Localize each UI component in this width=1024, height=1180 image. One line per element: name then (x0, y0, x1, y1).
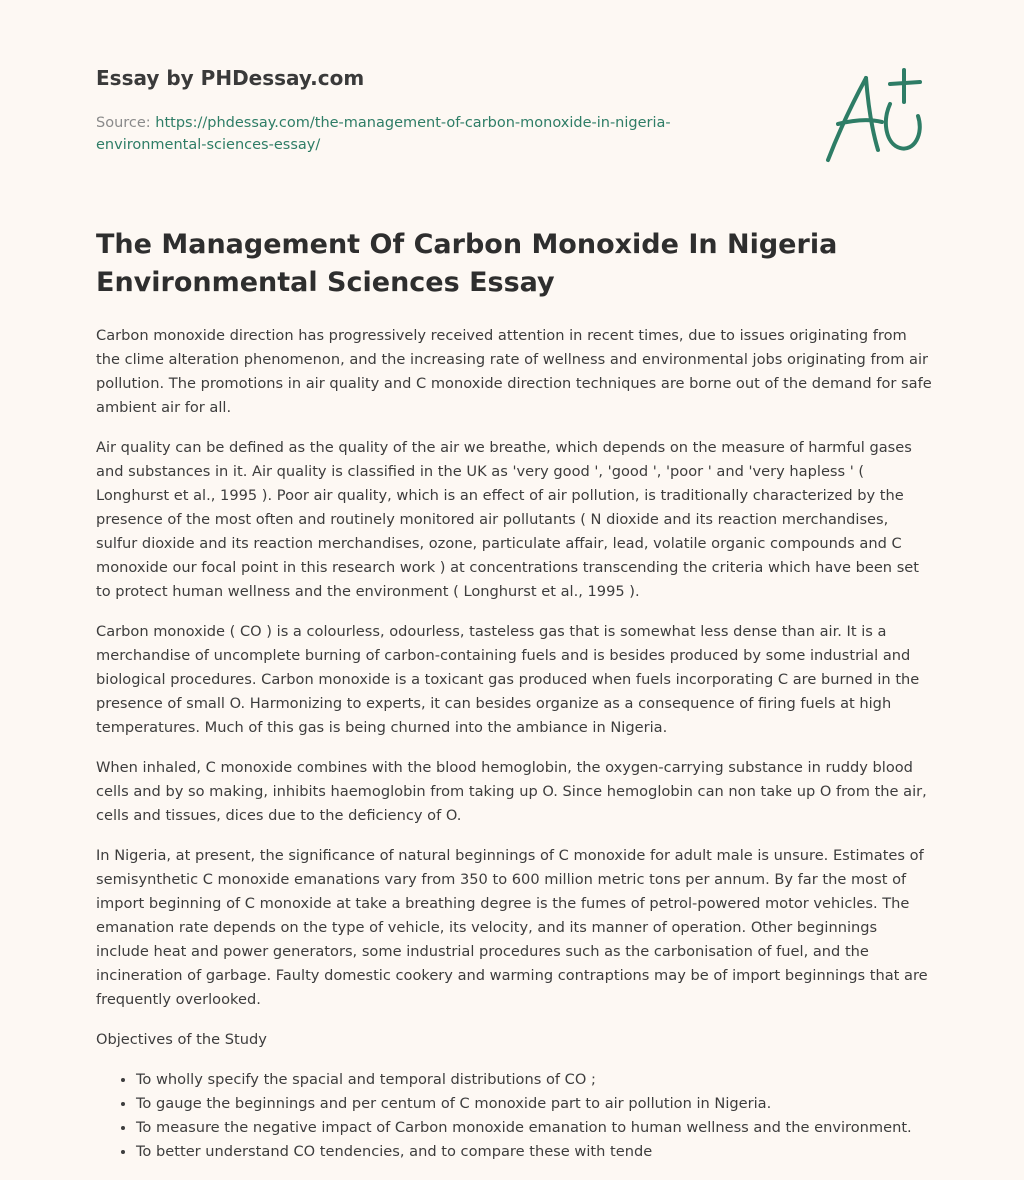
source-label: Source: (96, 115, 151, 131)
paragraph: Carbon monoxide direction has progressively received attention in recent times, due to issues originating from the clime alteration phenomenon, and the increasing rate of wellness and environmental jobs originating from air pollution. The promotions in air quality and C monoxide direction techniques are borne out of the demand for safe ambient air for all. (96, 327, 932, 416)
essay-title: The Management Of Carbon Monoxide In Nigeria Environmental Sciences Essay (96, 229, 838, 298)
list-item: • To measure the negative impact of Carbon monoxide emanation to human wellness and the environment. (136, 1116, 932, 1140)
paragraph: Carbon monoxide ( CO ) is a colourless, odourless, tasteless gas that is somewhat less dense than air. It is a merchandise of uncomplete burning of carbon-containing fuels and is besides produced by some industrial and biological procedures. Carbon monoxide is a toxicant gas produced when fuels incorporating C are burned in the presence of small O. Harmonizing to experts, it can besides organize as a consequence of firing fuels at high temperatures. Much of this gas is being churned into the ambiance in Nigeria. (96, 623, 920, 736)
essay-body (96, 324, 932, 1164)
list-item: • To better understand CO tendencies, and to compare these with tende (136, 1140, 932, 1164)
a-plus-logo-icon (820, 64, 930, 168)
site-title: Essay by PHDessay.com (96, 66, 365, 90)
source-link[interactable]: https://phdessay.com/the-management-of-carbon-monoxide-in-nigeria-environmental-sciences-essay/ (96, 115, 671, 153)
list-item: • To gauge the beginnings and per centum of C monoxide part to air pollution in Nigeria. (136, 1092, 932, 1116)
paragraph: Air quality can be defined as the quality of the air we breathe, which depends on the measure of harmful gases and substances in it. Air quality is classified in the UK as 'very good ', 'good ', 'poor ' and 'very hapless ' ( Longhurst et al., 1995 ). Poor air quality, which is an effect of air pollution, is traditionally characterized by the presence of the most often and routinely monitored air pollutants ( N dioxide and its reaction merchandises, sulfur dioxide and its reaction merchandises, ozone, particulate affair, lead, volatile organic compounds and C monoxide our focal point in this research work ) at concentrations transcending the criteria which have been set to protect human wellness and the environment ( Longhurst et al., 1995 ). (96, 439, 919, 600)
objectives-heading: Objectives of the Study (96, 1031, 267, 1048)
paragraph: When inhaled, C monoxide combines with the blood hemoglobin, the oxygen-carrying substance in ruddy blood cells and by so making, inhibits haemoglobin from taking up O. Since hemoglobin can non take up O from the air, cells and tissues, dices due to the deficiency of O. (96, 759, 927, 824)
paragraph: In Nigeria, at present, the significance of natural beginnings of C monoxide for adult male is unsure. Estimates of semisynthetic C monoxide emanations vary from 350 to 600 million metric tons per annum. By far the most of import beginning of C monoxide at take a breathing degree is the fumes of petrol-powered motor vehicles. The emanation rate depends on the type of vehicle, its velocity, and its manner of operation. Other beginnings include heat and power generators, some industrial procedures such as the carbonisation of fuel, and the incineration of garbage. Faulty domestic cookery and warming contraptions may be of import beginnings that are frequently overlooked. (96, 847, 928, 1008)
list-item: • To wholly specify the spacial and temporal distributions of CO ; (136, 1068, 932, 1092)
objectives-list (96, 1068, 932, 1164)
source-line (96, 112, 736, 156)
